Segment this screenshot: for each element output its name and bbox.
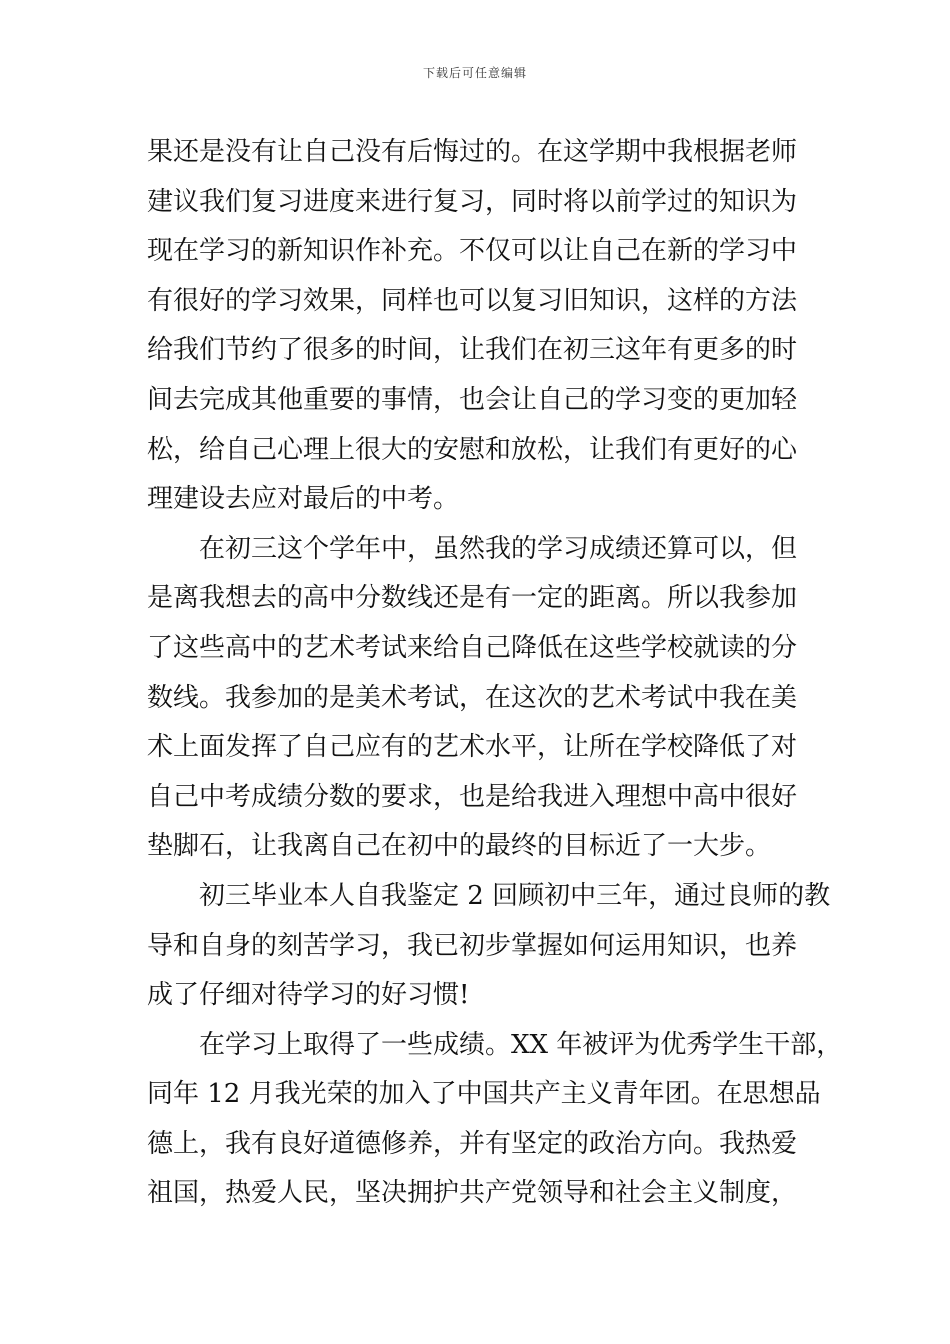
text-line: 有很好的学习效果，同样也可以复习旧知识，这样的方法 — [147, 285, 798, 316]
text-line: 建议我们复习进度来进行复习，同时将以前学过的知识为 — [147, 186, 798, 217]
text-line: 现在学习的新知识作补充。不仅可以让自己在新的学习中 — [147, 236, 798, 267]
body-text — [147, 128, 843, 1219]
text-line: 导和自身的刻苦学习，我已初步掌握如何运用知识，也养 — [147, 930, 798, 961]
text-line: 术上面发挥了自己应有的艺术水平，让所在学校降低了对 — [147, 732, 798, 763]
text-line: 祖国，热爱人民，坚决拥护共产党领导和社会主义制度， — [147, 1178, 798, 1209]
text-line: 理建设去应对最后的中考。 — [147, 484, 460, 515]
text-line: 给我们节约了很多的时间，让我们在初三这年有更多的时 — [147, 335, 798, 366]
text-line: 松，给自己心理上很大的安慰和放松，让我们有更好的心 — [147, 434, 798, 465]
text-line: 间去完成其他重要的事情，也会让自己的学习变的更加轻 — [147, 384, 798, 415]
text-line: 德上，我有良好道德修养，并有坚定的政治方向。我热爱 — [147, 1128, 798, 1159]
page-header: 下载后可任意编辑 — [422, 66, 527, 80]
text-line: 是离我想去的高中分数线还是有一定的距离。所以我参加 — [147, 583, 798, 614]
text-line: 在学习上取得了一些成绩。XX 年被评为优秀学生干部， — [147, 1029, 843, 1060]
text-line: 同年 12 月我光荣的加入了中国共产主义青年团。在思想品 — [147, 1079, 821, 1110]
text-line: 垫脚石，让我离自己在初中的最终的目标近了一大步。 — [147, 831, 772, 862]
text-line: 初三毕业本人自我鉴定 2 回顾初中三年，通过良师的教 — [147, 880, 831, 911]
text-line: 在初三这个学年中，虽然我的学习成绩还算可以，但 — [147, 533, 798, 564]
text-line: 了这些高中的艺术考试来给自己降低在这些学校就读的分 — [147, 632, 798, 663]
text-line: 数线。我参加的是美术考试，在这次的艺术考试中我在美 — [147, 682, 798, 713]
text-line: 自己中考成绩分数的要求，也是给我进入理想中高中很好 — [147, 781, 798, 812]
text-line: 果还是没有让自己没有后悔过的。在这学期中我根据老师 — [147, 137, 798, 167]
text-line: 成了仔细对待学习的好习惯! — [147, 980, 470, 1011]
